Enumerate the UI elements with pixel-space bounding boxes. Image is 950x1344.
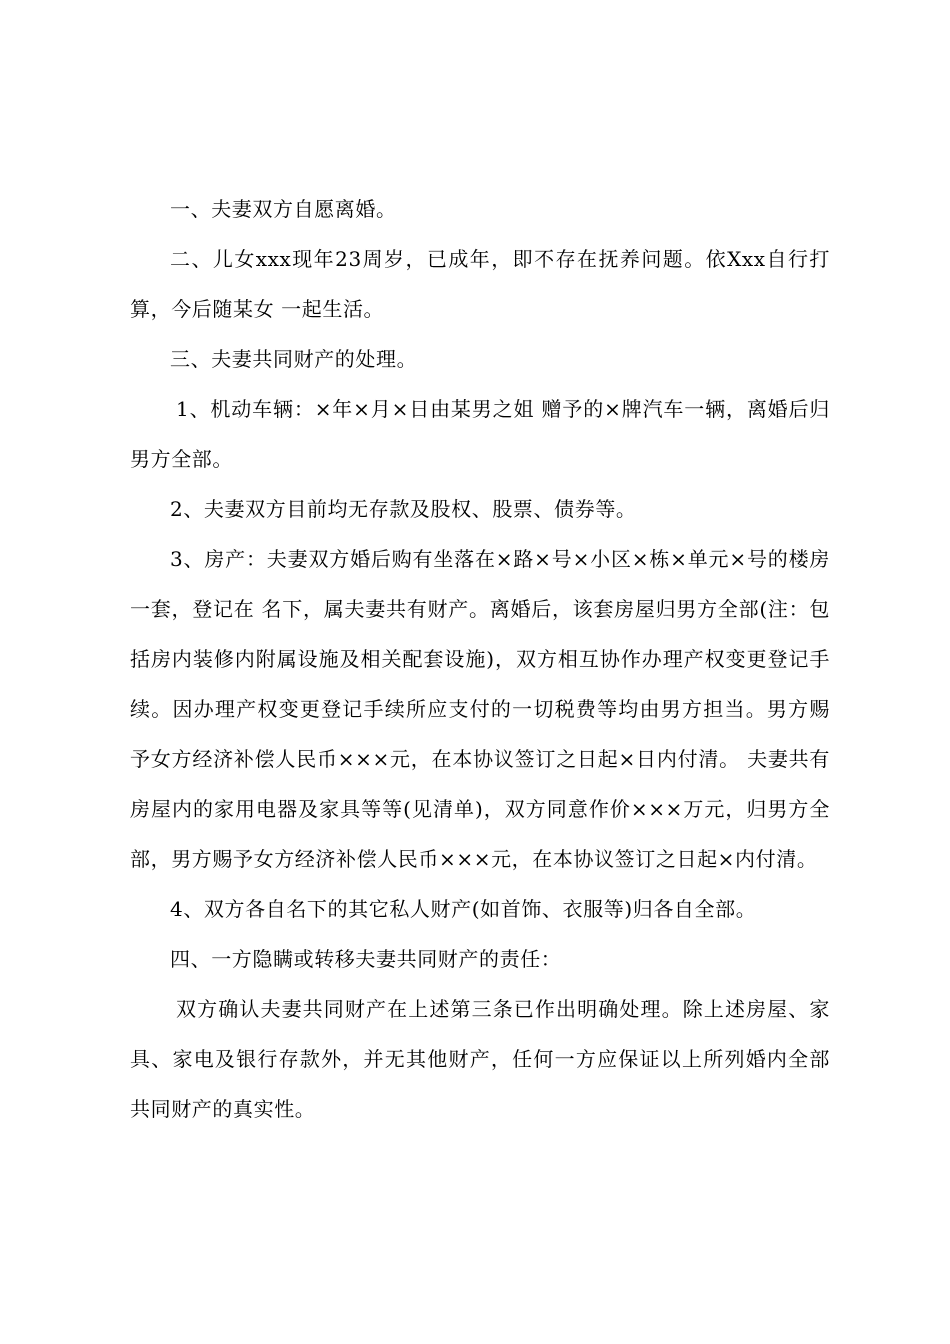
paragraph-children: 二、儿女xxx现年23周岁，已成年，即不存在抚养问题。依Xxx自行打算，今后随某女 一起生活。 (130, 247, 830, 321)
paragraph-real-estate: 3、房产：夫妻双方婚后购有坐落在×路×号×小区×栋×单元×号的楼房一套，登记在 名下，属夫妻共有财产。离婚后，该套房屋归男方全部(注：包括房内装修内附属设施及相关配套设施)，双方相互协作办理产权变更登记手续。因办理产权变更登记手续所应支付的一切税费等均由男方担当。男方赐予女方经济补偿人民币×××元，在本协议签订之日起×日内付清。 夫妻共有房屋内的家用电器及家具等等(见清单)，双方同意作价×××万元，归男方全部，男方赐予女方经济补偿人民币×××元，在本协议签订之日起×内付清。 (130, 547, 830, 871)
paragraph-vehicle: 1、机动车辆：×年×月×日由某男之姐 赠予的×牌汽车一辆，离婚后归男方全部。 (130, 397, 830, 471)
paragraph-confirmation: 双方确认夫妻共同财产在上述第三条已作出明确处理。除上述房屋、家具、家电及银行存款外，并无其他财产，任何一方应保证以上所列婚内全部共同财产的真实性。 (130, 997, 830, 1121)
paragraph-concealment-heading: 四、一方隐瞒或转移夫妻共同财产的责任： (170, 947, 562, 971)
paragraph-personal-property: 4、双方各自名下的其它私人财产(如首饰、衣服等)归各自全部。 (170, 897, 757, 921)
paragraph-savings: 2、夫妻双方目前均无存款及股权、股票、债券等。 (170, 497, 637, 521)
document-body (130, 184, 830, 1134)
paragraph-voluntary-divorce: 一、夫妻双方自愿离婚。 (170, 197, 397, 221)
paragraph-property-heading: 三、夫妻共同财产的处理。 (170, 347, 418, 371)
